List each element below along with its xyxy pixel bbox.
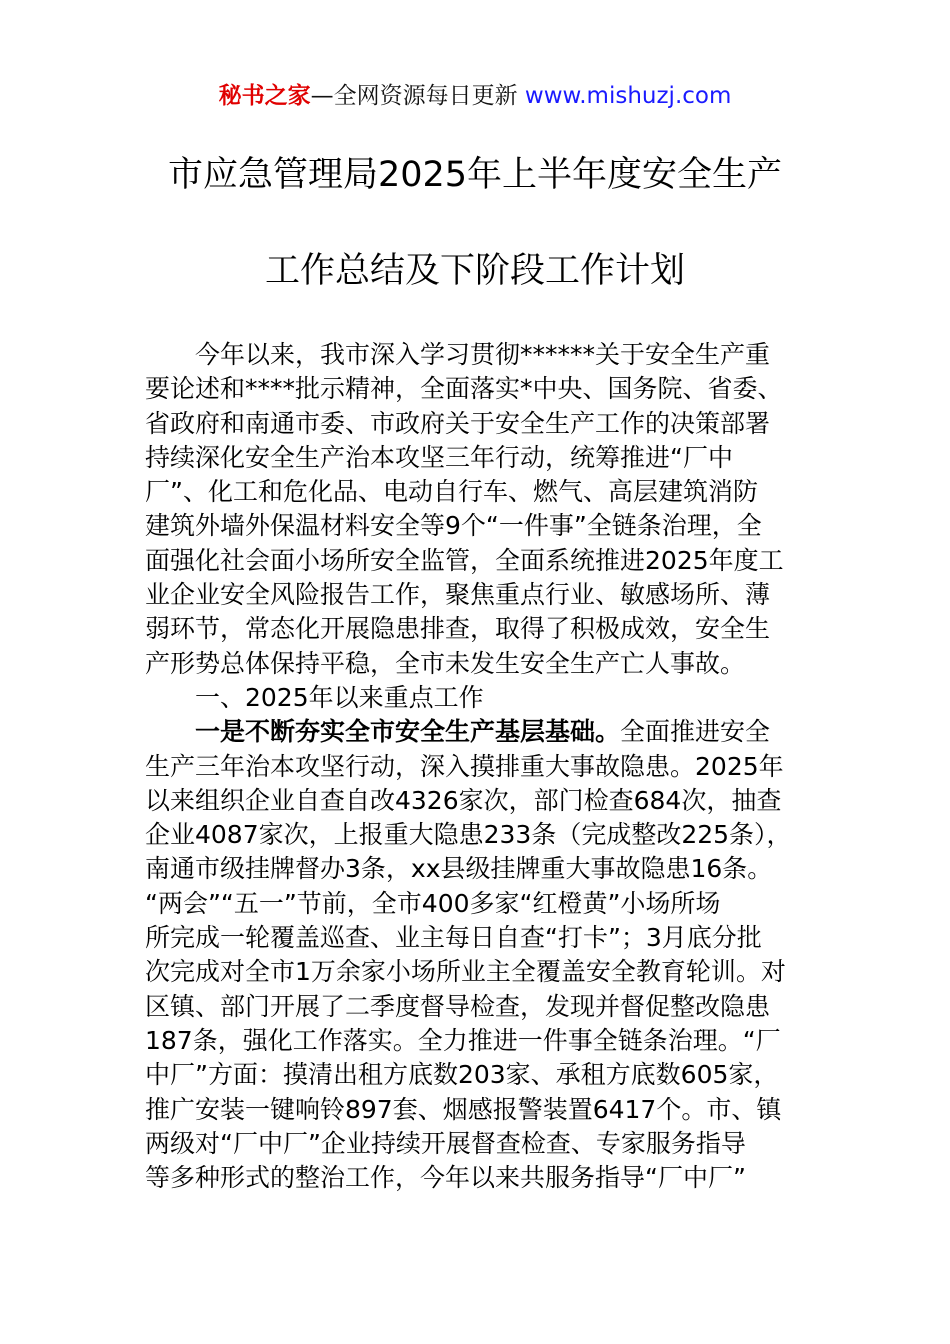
paragraph-line: 企业4087家次，上报重大隐患233条（完成整改225条）， bbox=[145, 820, 792, 850]
paragraph-line: 建筑外墙外保温材料安全等9个“一件事”全链条治理，全 bbox=[145, 511, 762, 541]
document-title-line-1: 市应急管理局2025年上半年度安全生产 bbox=[167, 155, 783, 195]
paragraph-line: 今年以来，我市深入学习贯彻******关于安全生产重 bbox=[195, 340, 771, 369]
paragraph-line: 持续深化安全生产治本攻坚三年行动，统筹推进“厂中 bbox=[145, 442, 733, 472]
site-header bbox=[0, 78, 950, 114]
paragraph-lead-rest: 全面推进安全 bbox=[620, 717, 771, 747]
paragraph-line: 业企业安全风险报告工作，聚焦重点行业、敏感场所、薄 bbox=[145, 580, 771, 610]
paragraph-line: 面强化社会面小场所安全监管，全面系统推进2025年度工 bbox=[145, 545, 784, 575]
paragraph-line: 次完成对全市1万余家小场所业主全覆盖安全教育轮训。对 bbox=[145, 957, 786, 987]
paragraph-line: 省政府和南通市委、市政府关于安全生产工作的决策部署 bbox=[145, 408, 771, 438]
paragraph-line: 南通市级挂牌督办3条，xx县级挂牌重大事故隐患16条。 bbox=[145, 854, 773, 884]
paragraph-line: 区镇、部门开展了二季度督导检查，发现并督促整改隐患 bbox=[145, 991, 771, 1021]
section-heading: 一、2025年以来重点工作 bbox=[195, 682, 484, 712]
paragraph-line: 以来组织企业自查自改4326家次，部门检查684次，抽查 bbox=[145, 785, 782, 815]
paragraph-line: 推广安装一键响铃897套、烟感报警装置6417个。市、镇 bbox=[145, 1094, 782, 1124]
site-slogan: —全网资源每日更新 bbox=[310, 83, 525, 109]
paragraph-line: 187条，强化工作落实。全力推进一件事全链条治理。“厂 bbox=[145, 1025, 781, 1055]
paragraph-line: 两级对“厂中厂”企业持续开展督查检查、专家服务指导 bbox=[145, 1128, 746, 1158]
paragraph-line: 所完成一轮覆盖巡查、业主每日自查“打卡”；3月底分批 bbox=[145, 923, 762, 953]
document-title-line-2: 工作总结及下阶段工作计划 bbox=[264, 251, 685, 291]
paragraph-line: 弱环节，常态化开展隐患排查，取得了积极成效，安全生 bbox=[145, 614, 771, 644]
paragraph-line: 中厂”方面：摸清出租方底数203家、承租方底数605家， bbox=[145, 1060, 779, 1090]
document-body bbox=[145, 338, 815, 1195]
paragraph-line: 生产三年治本攻坚行动，深入摸排重大事故隐患。2025年 bbox=[145, 751, 784, 781]
site-brand: 秘书之家 bbox=[218, 83, 311, 109]
paragraph-bold-lead: 一是不断夯实全市安全生产基层基础。 bbox=[195, 717, 621, 747]
paragraph-line: 厂”、化工和危化品、电动自行车、燃气、高层建筑消防 bbox=[145, 477, 758, 507]
paragraph-line: 要论述和****批示精神，全面落实*中央、国务院、省委、 bbox=[145, 374, 783, 404]
paragraph-line: “两会”“五一”节前，全市400多家“红橙黄”小场所场 bbox=[145, 888, 721, 918]
paragraph-line: 等多种形式的整治工作，今年以来共服务指导“厂中厂” bbox=[145, 1163, 746, 1193]
paragraph-line: 产形势总体保持平稳，全市未发生安全生产亡人事故。 bbox=[145, 648, 746, 678]
site-url-link[interactable]: www.mishuzj.com bbox=[524, 83, 732, 109]
paragraph-line bbox=[145, 715, 815, 749]
